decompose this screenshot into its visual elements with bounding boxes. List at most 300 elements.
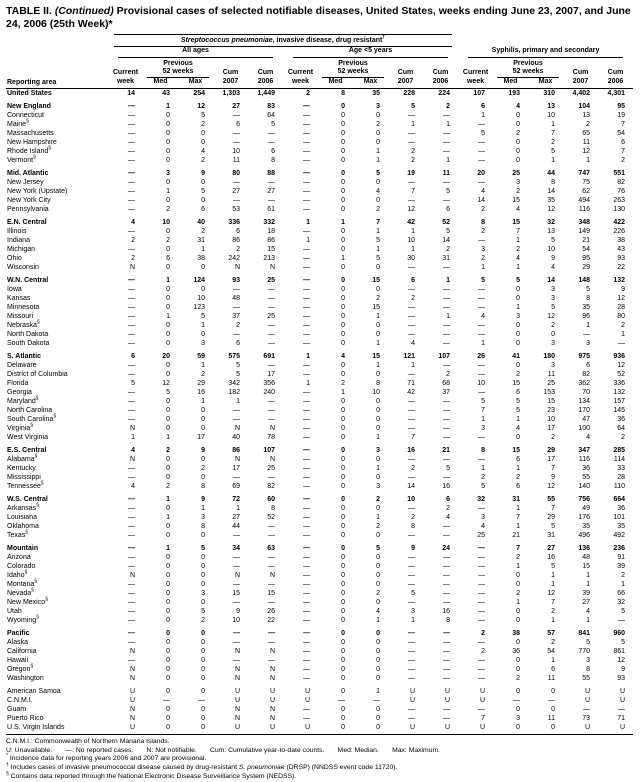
value-cell: 132 <box>613 388 626 396</box>
value-cell: — <box>478 178 486 186</box>
reporting-area-cell: Virginia§ <box>7 422 33 432</box>
value-cell: 2 <box>411 147 415 155</box>
value-cell: — <box>268 553 275 561</box>
value-cell: — <box>583 330 591 338</box>
value-cell: 494 <box>578 196 591 204</box>
value-cell: 1 <box>131 433 135 441</box>
table-row <box>6 312 633 321</box>
value-cell: 0 <box>341 294 345 302</box>
value-cell: 33 <box>617 464 626 472</box>
value-cell: 7 <box>376 218 380 226</box>
value-cell: 0 <box>166 330 170 338</box>
table-row <box>6 491 633 504</box>
value-cell: 2 <box>166 446 170 454</box>
value-cell: — <box>128 245 135 253</box>
value-cell: 1 <box>516 598 521 606</box>
value-cell: 1 <box>516 522 521 530</box>
value-cell: 2 <box>516 553 521 561</box>
value-cell: 5 <box>551 303 556 311</box>
value-cell: — <box>443 580 451 588</box>
value-cell: 0 <box>341 406 345 414</box>
year-2006-label: 2006 <box>248 78 283 88</box>
value-cell: — <box>268 178 275 186</box>
reporting-area-cell: Nebraska§ <box>7 319 40 329</box>
table-row <box>6 379 633 388</box>
value-cell: 44 <box>232 522 240 530</box>
value-cell: — <box>128 102 135 110</box>
value-cell: 1 <box>516 415 521 423</box>
table-row <box>6 361 633 370</box>
value-cell: N <box>234 455 240 463</box>
value-cell: 60 <box>267 495 275 503</box>
value-cell: 82 <box>617 178 626 186</box>
value-cell: 0 <box>166 147 170 155</box>
value-cell: 55 <box>582 674 591 682</box>
value-cell: 4 <box>411 339 415 347</box>
value-cell: 10 <box>547 245 556 253</box>
value-cell: N <box>129 455 135 463</box>
value-cell: 6 <box>551 665 556 673</box>
value-cell: 107 <box>473 89 486 97</box>
value-cell: 2 <box>236 321 240 329</box>
header-disease-groups <box>6 34 633 47</box>
value-cell: 1 <box>551 571 556 579</box>
value-cell: 2 <box>201 227 205 235</box>
value-cell: 6 <box>516 388 521 396</box>
value-cell: 8 <box>411 522 415 530</box>
value-cell: 5 <box>586 638 591 646</box>
value-cell: 35 <box>582 303 591 311</box>
value-cell: — <box>303 714 310 722</box>
value-cell: 35 <box>547 196 556 204</box>
value-cell: 91 <box>617 553 626 561</box>
value-cell: — <box>478 285 486 293</box>
value-cell: 9 <box>411 544 415 552</box>
value-cell: 193 <box>508 89 521 97</box>
value-cell: 73 <box>582 714 591 722</box>
value-cell: — <box>408 138 415 146</box>
value-cell: 0 <box>516 607 521 615</box>
value-cell: 116 <box>578 455 591 463</box>
value-cell: 12 <box>547 482 556 490</box>
value-cell: 20 <box>477 169 486 177</box>
value-cell: 1 <box>166 433 170 441</box>
value-cell: 0 <box>341 656 345 664</box>
table-row <box>6 156 633 165</box>
table-row <box>6 464 633 473</box>
value-cell: 575 <box>228 352 240 360</box>
value-cell: 6 <box>481 102 486 110</box>
value-cell: 0 <box>341 580 345 588</box>
value-cell: — <box>443 522 451 530</box>
reporting-area-cell: American Samoa <box>7 687 61 695</box>
value-cell: 2 <box>376 205 380 213</box>
weeks52-label: 52 weeks <box>318 68 388 78</box>
value-cell: 0 <box>166 196 170 204</box>
value-cell: 0 <box>178 723 213 735</box>
table-row <box>6 129 633 138</box>
footnotes <box>6 738 633 782</box>
value-cell: 2 <box>131 254 135 262</box>
value-cell: 861 <box>613 647 626 655</box>
value-cell: 0 <box>341 513 345 521</box>
value-cell: — <box>128 544 135 552</box>
table-row <box>6 638 633 647</box>
value-cell: — <box>303 205 310 213</box>
value-cell: 29 <box>197 379 205 387</box>
reporting-area-cell: U.S. Virgin Islands <box>6 723 108 735</box>
value-cell: 15 <box>372 276 380 284</box>
value-cell: 11 <box>547 370 556 378</box>
value-cell: — <box>443 263 451 271</box>
value-cell: 2 <box>341 379 345 387</box>
value-cell: 6 <box>271 147 275 155</box>
value-cell: 37 <box>232 312 240 320</box>
reporting-area-cell: Kansas <box>7 294 31 302</box>
value-cell: 0 <box>516 433 521 441</box>
value-cell: — <box>303 544 310 552</box>
value-cell: — <box>303 656 310 664</box>
value-cell: — <box>268 303 275 311</box>
value-cell: 1 <box>481 464 486 472</box>
value-cell: 0 <box>341 705 345 713</box>
value-cell: 0 <box>376 415 380 423</box>
value-cell: — <box>478 571 486 579</box>
reporting-area-cell: Tennessee§ <box>7 480 44 490</box>
value-cell: 0 <box>341 370 345 378</box>
value-cell: 123 <box>193 303 205 311</box>
value-cell: 975 <box>578 352 591 360</box>
value-cell: 121 <box>403 352 415 360</box>
value-cell: — <box>128 598 135 606</box>
value-cell: 1 <box>411 120 415 128</box>
value-cell: 15 <box>547 397 556 405</box>
value-cell: 2 <box>516 370 521 378</box>
value-cell: 75 <box>582 178 591 186</box>
value-cell: — <box>478 156 486 164</box>
value-cell: 0 <box>341 455 345 463</box>
value-cell: 0 <box>166 406 170 414</box>
value-cell: 70 <box>582 388 591 396</box>
value-cell: 1 <box>376 147 380 155</box>
reporting-area-cell: Arizona <box>7 553 31 561</box>
value-cell: 0 <box>341 339 345 347</box>
value-cell: 756 <box>578 495 591 503</box>
reporting-area-cell: Idaho§ <box>7 569 28 579</box>
value-cell: 7 <box>411 187 415 195</box>
value-cell: 1 <box>201 397 205 405</box>
value-cell: 0 <box>376 571 380 579</box>
reporting-area-cell: New York City <box>7 196 51 204</box>
value-cell: 3 <box>516 178 521 186</box>
value-cell: — <box>443 424 451 432</box>
value-cell: 0 <box>201 406 205 414</box>
value-cell: 0 <box>201 571 205 579</box>
value-cell: — <box>513 696 521 704</box>
value-cell: 8 <box>551 178 556 186</box>
value-cell: 83 <box>267 102 275 110</box>
value-cell: 0 <box>341 263 345 271</box>
value-cell: 5 <box>411 589 415 597</box>
value-cell: — <box>128 111 135 119</box>
table-row <box>6 178 633 187</box>
value-cell: — <box>303 178 310 186</box>
value-cell: — <box>303 303 310 311</box>
value-cell: 2 <box>516 473 521 481</box>
value-cell: — <box>303 589 310 597</box>
footnote-dagger: † Includes cases of invasive pneumococcal disease caused by drug-resistant S. pneumoniae (DRSP) (NNDSS event code 11720). <box>6 761 398 772</box>
value-cell: 362 <box>578 379 591 387</box>
value-cell: 27 <box>547 544 556 552</box>
value-cell: 38 <box>197 254 205 262</box>
value-cell: 1 <box>166 544 170 552</box>
table-row <box>6 540 633 553</box>
previous-label: Previous <box>513 59 543 67</box>
value-cell: 5 <box>201 607 205 615</box>
value-cell: 551 <box>613 169 626 177</box>
value-cell: 285 <box>613 446 626 454</box>
value-cell: — <box>443 656 451 664</box>
reporting-area-cell: Montana§ <box>7 578 38 588</box>
value-cell: — <box>478 294 486 302</box>
value-cell: — <box>268 638 275 646</box>
value-cell: 0 <box>166 464 170 472</box>
value-cell: 0 <box>551 330 556 338</box>
value-cell: 31 <box>512 495 521 503</box>
value-cell: 42 <box>407 388 415 396</box>
value-cell: 2 <box>621 433 626 441</box>
value-cell: 16 <box>197 388 205 396</box>
value-cell: 0 <box>341 178 345 186</box>
value-cell: — <box>128 495 135 503</box>
value-cell: 12 <box>617 294 626 302</box>
value-cell: 0 <box>201 263 205 271</box>
value-cell: 15 <box>372 303 380 311</box>
value-cell: 0 <box>341 607 345 615</box>
value-cell: — <box>478 580 486 588</box>
reporting-area-cell: Washington <box>7 674 44 682</box>
value-cell: 2 <box>236 245 240 253</box>
table-row <box>6 674 633 683</box>
value-cell: 32 <box>477 495 486 503</box>
value-cell: 82 <box>267 482 275 490</box>
year-2007-label: 2007 <box>213 78 248 88</box>
value-cell: 1 <box>551 156 556 164</box>
value-cell: 7 <box>516 544 521 552</box>
value-cell: 5 <box>201 312 205 320</box>
value-cell: — <box>303 321 310 329</box>
value-cell: 1 <box>621 330 626 338</box>
value-cell: 1 <box>376 245 380 253</box>
value-cell: — <box>478 544 486 552</box>
value-cell: 332 <box>263 218 275 226</box>
value-cell: — <box>128 370 135 378</box>
value-cell: 5 <box>446 464 451 472</box>
value-cell: 5 <box>446 187 451 195</box>
value-cell: — <box>233 562 240 570</box>
value-cell: 1 <box>341 218 345 226</box>
value-cell: — <box>303 147 310 155</box>
reporting-area-cell: Florida <box>7 379 29 387</box>
value-cell: — <box>128 522 135 530</box>
value-cell: — <box>233 580 240 588</box>
value-cell: 15 <box>582 562 591 570</box>
value-cell: — <box>408 674 415 682</box>
value-cell: 5 <box>166 388 170 396</box>
value-cell: 1 <box>376 339 380 347</box>
value-cell: 347 <box>578 446 591 454</box>
value-cell: 68 <box>442 379 451 387</box>
value-cell: 4 <box>516 424 521 432</box>
value-cell: 44 <box>547 169 556 177</box>
value-cell: 1 <box>481 111 486 119</box>
table-row <box>6 196 633 205</box>
max-label: Max <box>353 78 388 88</box>
table-title: TABLE II. (Continued) Provisional cases of selected notifiable diseases, United States, weeks ending June 23, 2007, and June 24, 2006 (25th Week)* <box>6 5 631 31</box>
value-cell: — <box>408 714 415 722</box>
value-cell: 1,449 <box>257 89 275 97</box>
value-cell: 2 <box>411 464 415 472</box>
value-cell: 86 <box>232 446 240 454</box>
value-cell: — <box>303 294 310 302</box>
table-row <box>6 330 633 339</box>
value-cell: 36 <box>512 647 521 655</box>
value-cell: N <box>234 571 240 579</box>
value-cell: 0 <box>201 129 205 137</box>
value-cell: — <box>128 138 135 146</box>
value-cell: — <box>268 285 275 293</box>
value-cell: — <box>478 138 486 146</box>
value-cell: 0 <box>376 111 380 119</box>
value-cell: 21 <box>582 236 591 244</box>
value-cell: 1 <box>166 312 170 320</box>
value-cell: 0 <box>166 687 170 695</box>
table-row <box>6 138 633 147</box>
value-cell: — <box>478 674 486 682</box>
value-cell: 49 <box>582 504 591 512</box>
value-cell: 104 <box>578 102 591 110</box>
value-cell: U <box>479 696 486 704</box>
value-cell: 0 <box>166 504 170 512</box>
value-cell: 93 <box>617 254 626 262</box>
value-cell: 960 <box>613 629 626 637</box>
value-cell: 14 <box>547 187 556 195</box>
value-cell: 35 <box>582 522 591 530</box>
table-row <box>6 705 633 714</box>
value-cell: 0 <box>376 406 380 414</box>
value-cell: — <box>233 138 240 146</box>
value-cell: — <box>443 111 451 119</box>
value-cell: 348 <box>578 218 591 226</box>
value-cell: — <box>303 580 310 588</box>
value-cell: 2 <box>551 321 556 329</box>
value-cell: U <box>423 723 458 735</box>
value-cell: 0 <box>376 705 380 713</box>
value-cell: 8 <box>201 522 205 530</box>
value-cell: — <box>443 455 451 463</box>
value-cell: — <box>478 616 486 624</box>
value-cell: 13 <box>547 227 556 235</box>
value-cell: 0 <box>341 361 345 369</box>
value-cell: 0 <box>376 424 380 432</box>
value-cell: — <box>233 531 240 539</box>
value-cell: 10 <box>197 294 205 302</box>
value-cell: 7 <box>551 129 556 137</box>
value-cell: 95 <box>582 254 591 262</box>
value-cell: 0 <box>166 531 170 539</box>
value-cell: 1 <box>306 379 310 387</box>
value-cell: — <box>128 361 135 369</box>
syphilis-group-spacer <box>458 34 633 47</box>
value-cell: 10 <box>407 495 415 503</box>
reporting-area-cell: Michigan <box>7 245 36 253</box>
value-cell: — <box>233 178 240 186</box>
week-label: week <box>108 78 143 88</box>
value-cell: 0 <box>341 504 345 512</box>
value-cell: 132 <box>613 276 626 284</box>
reporting-area-cell: Wyoming§ <box>7 614 39 624</box>
value-cell: — <box>443 406 451 414</box>
value-cell: 23 <box>547 406 556 414</box>
value-cell: 1 <box>411 245 415 253</box>
value-cell: 12 <box>547 589 556 597</box>
disease-table <box>6 34 633 734</box>
value-cell: 664 <box>613 495 626 503</box>
value-cell: 0 <box>166 370 170 378</box>
value-cell: — <box>268 397 275 405</box>
value-cell: 0 <box>166 285 170 293</box>
table-row <box>6 433 633 442</box>
value-cell: 4,402 <box>572 89 591 97</box>
value-cell: — <box>478 321 486 329</box>
value-cell: 0 <box>516 638 521 646</box>
value-cell: 9 <box>621 665 626 673</box>
value-cell: 157 <box>613 397 626 405</box>
value-cell: 1 <box>376 312 380 320</box>
value-cell: 0 <box>376 714 380 722</box>
reporting-area-cell: Mississippi <box>7 473 41 481</box>
reporting-area-cell: Maine§ <box>7 118 29 128</box>
value-cell: U <box>619 696 626 704</box>
value-cell: — <box>233 553 240 561</box>
value-cell: — <box>478 236 486 244</box>
value-cell: N <box>269 424 275 432</box>
reporting-area-header: Reporting area <box>6 34 108 88</box>
value-cell: 5 <box>516 397 521 405</box>
value-cell: — <box>128 397 135 405</box>
value-cell: — <box>548 696 556 704</box>
value-cell: — <box>303 674 310 682</box>
reporting-area-cell: Massachusetts <box>7 129 54 137</box>
value-cell: U <box>563 723 598 735</box>
footnote-section: § Contains data reported through the National Electronic Disease Surveillance System (NEDSS). <box>6 770 297 781</box>
value-cell: — <box>268 406 275 414</box>
value-cell: — <box>443 415 451 423</box>
reporting-area-cell: Wisconsin <box>7 263 39 271</box>
value-cell: 0 <box>516 285 521 293</box>
value-cell: — <box>303 629 310 637</box>
value-cell: 7 <box>516 513 521 521</box>
value-cell: — <box>443 674 451 682</box>
reporting-area-cell: District of Columbia <box>7 370 68 378</box>
value-cell: 27 <box>232 102 240 110</box>
value-cell: 64 <box>267 111 275 119</box>
value-cell: 2 <box>411 513 415 521</box>
value-cell: 0 <box>341 424 345 432</box>
value-cell: 7 <box>621 120 626 128</box>
value-cell: — <box>128 339 135 347</box>
value-cell: 180 <box>543 352 556 360</box>
